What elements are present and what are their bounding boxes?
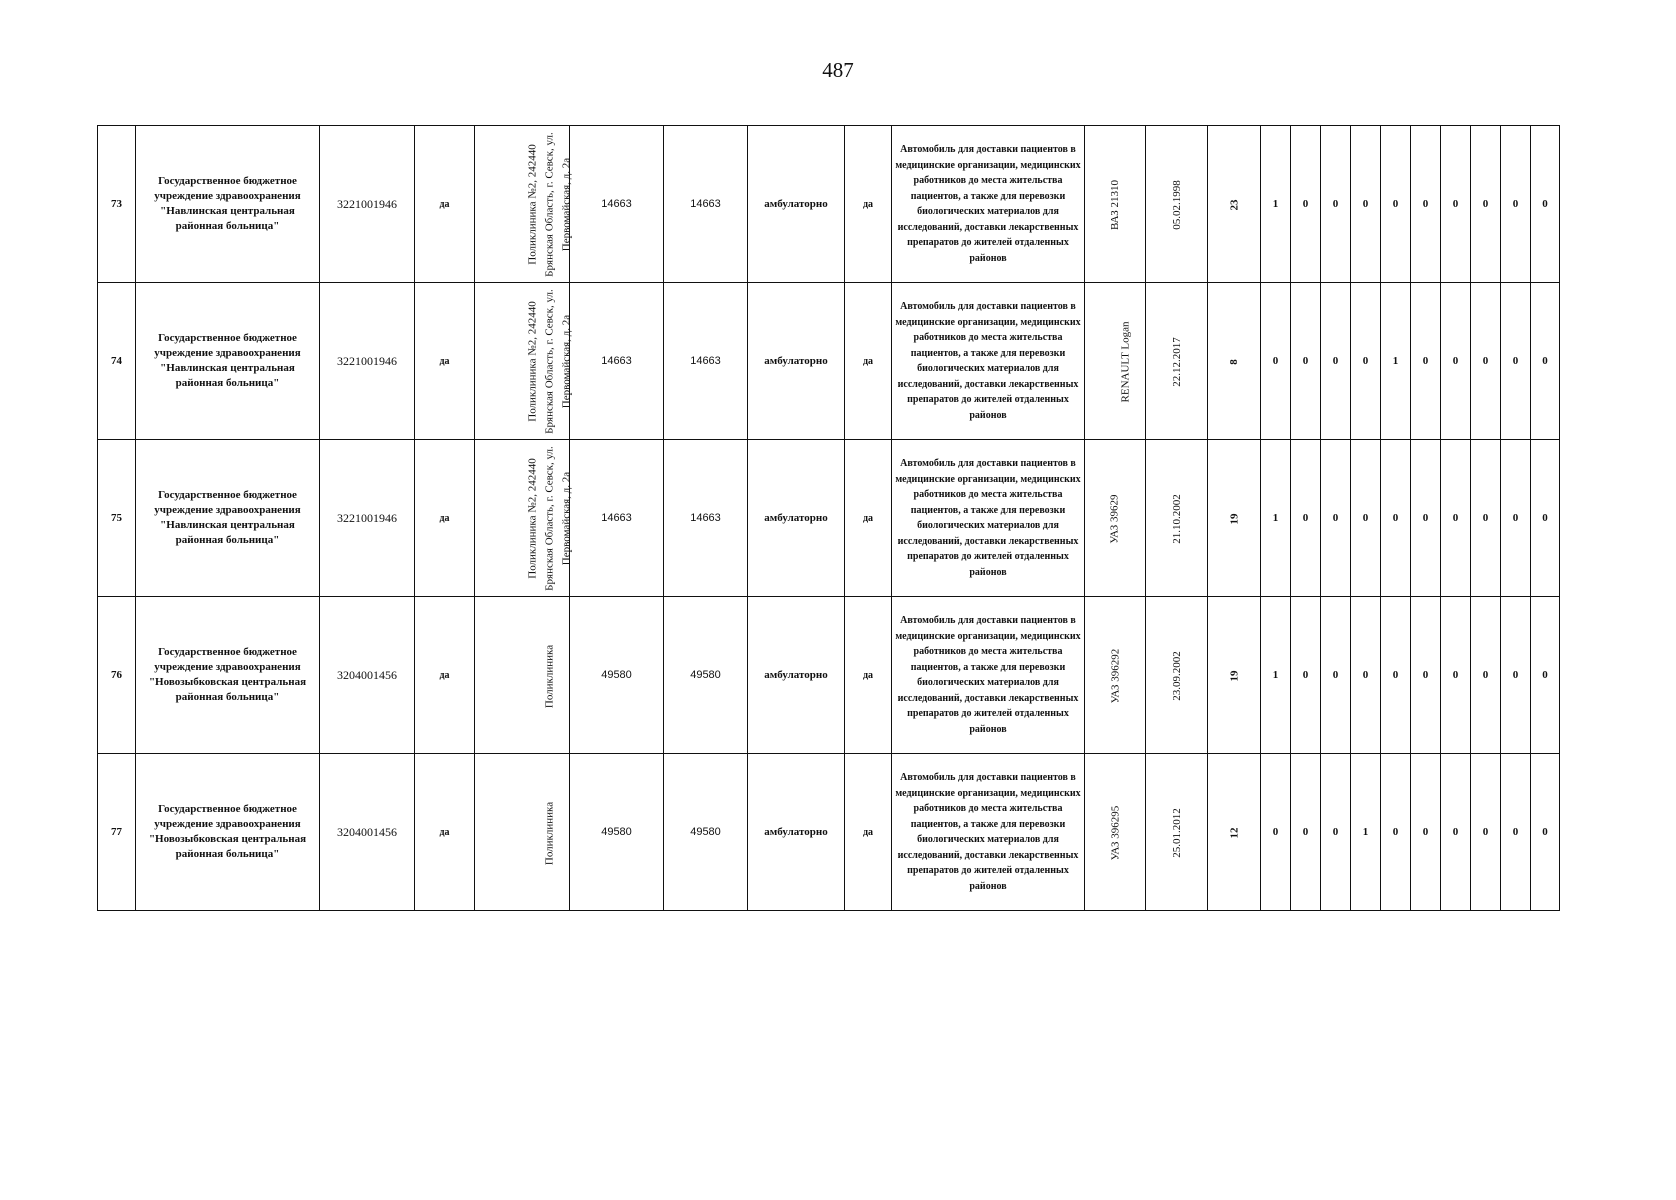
organization-name: Государственное бюджетное учреждение здравоохранения "Навлинская центральная районная больница"	[136, 283, 320, 440]
registration-date-cell	[1146, 754, 1208, 911]
organization-name: Государственное бюджетное учреждение здравоохранения "Навлинская центральная районная больница"	[136, 440, 320, 597]
count-cell: 0	[1351, 597, 1381, 754]
vehicle-age-cell-text: 23	[1228, 199, 1240, 211]
organization-name: Государственное бюджетное учреждение здравоохранения "Новозыбковская центральная районная больница"	[136, 754, 320, 911]
count-cell: 0	[1501, 440, 1531, 597]
table-body	[98, 126, 1560, 911]
count-cell: 0	[1411, 126, 1441, 283]
purpose-cell: Автомобиль для доставки пациентов в медицинские организации, медицинских работников до места жительства пациентов, а также для перевозки биологических материалов для исследований, доставки лекарственных препаратов до жителей отдаленных районов	[892, 126, 1085, 283]
count-cell: 0	[1471, 283, 1501, 440]
count-cell: 0	[1501, 597, 1531, 754]
value-cell: 49580	[570, 754, 664, 911]
count-cell: 0	[1291, 440, 1321, 597]
inn-cell: 3204001456	[320, 597, 415, 754]
facility-cell	[475, 754, 570, 911]
purpose-cell: Автомобиль для доставки пациентов в медицинские организации, медицинских работников до места жительства пациентов, а также для перевозки биологических материалов для исследований, доставки лекарственных препаратов до жителей отдаленных районов	[892, 440, 1085, 597]
count-cell: 0	[1321, 283, 1351, 440]
count-cell: 0	[1441, 754, 1471, 911]
care-type-cell: амбулаторно	[748, 440, 845, 597]
value-cell: 14663	[664, 126, 748, 283]
vehicle-age-cell	[1208, 126, 1261, 283]
count-cell: 0	[1291, 597, 1321, 754]
flag-cell: да	[415, 440, 475, 597]
flag-cell: да	[415, 126, 475, 283]
flag-cell: да	[845, 440, 892, 597]
row-number: 76	[98, 597, 136, 754]
count-cell: 0	[1531, 283, 1560, 440]
count-cell: 0	[1261, 754, 1291, 911]
care-type-cell: амбулаторно	[748, 754, 845, 911]
registration-date-cell	[1146, 597, 1208, 754]
vehicle-age-cell	[1208, 597, 1261, 754]
value-cell: 14663	[664, 283, 748, 440]
count-cell: 0	[1321, 126, 1351, 283]
count-cell: 0	[1321, 597, 1351, 754]
facility-cell-text: Поликлиника №2, 242440 Брянская Область, г. Севск, ул. Первомайская, д. 2а	[526, 131, 573, 277]
facility-cell-text: Поликлиника №2, 242440 Брянская Область, г. Севск, ул. Первомайская, д. 2а	[526, 288, 573, 434]
flag-cell: да	[845, 754, 892, 911]
registration-date-cell-text: 05.02.1998	[1170, 180, 1183, 230]
count-cell: 0	[1441, 597, 1471, 754]
value-cell: 14663	[570, 126, 664, 283]
value-cell: 14663	[570, 440, 664, 597]
value-cell: 49580	[664, 754, 748, 911]
count-cell: 1	[1261, 126, 1291, 283]
flag-cell: да	[845, 597, 892, 754]
vehicle-age-cell-text: 19	[1228, 670, 1240, 682]
registration-date-cell-text: 23.09.2002	[1170, 651, 1183, 701]
count-cell: 0	[1531, 440, 1560, 597]
vehicle-model-cell-text: УАЗ 396295	[1109, 805, 1121, 861]
table-row	[98, 283, 1560, 440]
vehicle-model-cell	[1085, 597, 1146, 754]
facility-cell	[475, 126, 573, 283]
row-number: 75	[98, 440, 136, 597]
purpose-cell: Автомобиль для доставки пациентов в медицинские организации, медицинских работников до места жительства пациентов, а также для перевозки биологических материалов для исследований, доставки лекарственных препаратов до жителей отдаленных районов	[892, 597, 1085, 754]
facility-cell	[475, 597, 570, 754]
count-cell: 0	[1411, 440, 1441, 597]
registration-date-cell	[1146, 283, 1208, 440]
organization-name: Государственное бюджетное учреждение здравоохранения "Новозыбковская центральная районная больница"	[136, 597, 320, 754]
care-type-cell: амбулаторно	[748, 283, 845, 440]
facility-cell	[475, 283, 573, 440]
facility-cell-text: Поликлиника №2, 242440 Брянская Область, г. Севск, ул. Первомайская, д. 2а	[526, 445, 573, 591]
count-cell: 0	[1321, 754, 1351, 911]
count-cell: 0	[1441, 283, 1471, 440]
count-cell: 0	[1351, 283, 1381, 440]
count-cell: 0	[1411, 754, 1441, 911]
table-row	[98, 754, 1560, 911]
count-cell: 0	[1381, 126, 1411, 283]
vehicle-model-cell-text: RENAULT Logan	[1119, 321, 1132, 403]
count-cell: 0	[1411, 597, 1441, 754]
table-row	[98, 597, 1560, 754]
count-cell: 0	[1261, 283, 1291, 440]
count-cell: 0	[1471, 126, 1501, 283]
count-cell: 0	[1291, 754, 1321, 911]
care-type-cell: амбулаторно	[748, 597, 845, 754]
flag-cell: да	[415, 597, 475, 754]
vehicle-age-cell	[1208, 754, 1261, 911]
facility-cell-text: Поликлиника	[543, 644, 556, 708]
flag-cell: да	[415, 283, 475, 440]
count-cell: 0	[1321, 440, 1351, 597]
vehicle-model-cell	[1085, 754, 1146, 911]
count-cell: 0	[1441, 440, 1471, 597]
purpose-cell: Автомобиль для доставки пациентов в медицинские организации, медицинских работников до места жительства пациентов, а также для перевозки биологических материалов для исследований, доставки лекарственных препаратов до жителей отдаленных районов	[892, 283, 1085, 440]
count-cell: 0	[1531, 126, 1560, 283]
register-table	[97, 125, 1560, 911]
page-number: 487	[822, 58, 854, 82]
count-cell: 1	[1261, 597, 1291, 754]
registration-date-cell	[1146, 126, 1208, 283]
count-cell: 1	[1381, 283, 1411, 440]
count-cell: 0	[1381, 440, 1411, 597]
facility-cell	[475, 440, 573, 597]
count-cell: 0	[1381, 754, 1411, 911]
care-type-cell: амбулаторно	[748, 126, 845, 283]
registration-date-cell-text: 25.01.2012	[1170, 808, 1183, 858]
vehicle-model-cell-text: УАЗ 39629	[1109, 494, 1121, 544]
value-cell: 49580	[664, 597, 748, 754]
purpose-cell: Автомобиль для доставки пациентов в медицинские организации, медицинских работников до места жительства пациентов, а также для перевозки биологических материалов для исследований, доставки лекарственных препаратов до жителей отдаленных районов	[892, 754, 1085, 911]
table-row	[98, 126, 1560, 283]
value-cell: 14663	[664, 440, 748, 597]
vehicle-age-cell	[1208, 440, 1261, 597]
inn-cell: 3221001946	[320, 126, 415, 283]
row-number: 73	[98, 126, 136, 283]
inn-cell: 3221001946	[320, 440, 415, 597]
row-number: 77	[98, 754, 136, 911]
vehicle-age-cell	[1208, 283, 1261, 440]
count-cell: 0	[1471, 754, 1501, 911]
organization-name: Государственное бюджетное учреждение здравоохранения "Навлинская центральная районная больница"	[136, 126, 320, 283]
count-cell: 0	[1471, 597, 1501, 754]
count-cell: 1	[1351, 754, 1381, 911]
count-cell: 0	[1471, 440, 1501, 597]
value-cell: 49580	[570, 597, 664, 754]
count-cell: 0	[1291, 283, 1321, 440]
registration-date-cell-text: 21.10.2002	[1170, 494, 1183, 544]
registration-date-cell-text: 22.12.2017	[1170, 337, 1183, 387]
vehicle-model-cell-text: УАЗ 396292	[1109, 648, 1121, 704]
count-cell: 0	[1411, 283, 1441, 440]
count-cell: 0	[1381, 597, 1411, 754]
inn-cell: 3204001456	[320, 754, 415, 911]
vehicle-model-cell	[1085, 440, 1146, 597]
count-cell: 0	[1501, 283, 1531, 440]
count-cell: 0	[1501, 754, 1531, 911]
vehicle-model-cell-text: ВАЗ 21310	[1108, 179, 1121, 231]
count-cell: 1	[1261, 440, 1291, 597]
registration-date-cell	[1146, 440, 1208, 597]
count-cell: 0	[1291, 126, 1321, 283]
facility-cell-text: Поликлиника	[543, 801, 556, 865]
count-cell: 0	[1351, 440, 1381, 597]
count-cell: 0	[1351, 126, 1381, 283]
vehicle-age-cell-text: 8	[1228, 359, 1240, 365]
count-cell: 0	[1501, 126, 1531, 283]
flag-cell: да	[845, 283, 892, 440]
flag-cell: да	[415, 754, 475, 911]
inn-cell: 3221001946	[320, 283, 415, 440]
count-cell: 0	[1441, 126, 1471, 283]
value-cell: 14663	[570, 283, 664, 440]
row-number: 74	[98, 283, 136, 440]
count-cell: 0	[1531, 597, 1560, 754]
count-cell: 0	[1531, 754, 1560, 911]
table-row	[98, 440, 1560, 597]
vehicle-model-cell	[1085, 283, 1146, 440]
vehicle-age-cell-text: 19	[1228, 513, 1240, 525]
flag-cell: да	[845, 126, 892, 283]
vehicle-model-cell	[1085, 126, 1146, 283]
vehicle-age-cell-text: 12	[1228, 827, 1240, 839]
